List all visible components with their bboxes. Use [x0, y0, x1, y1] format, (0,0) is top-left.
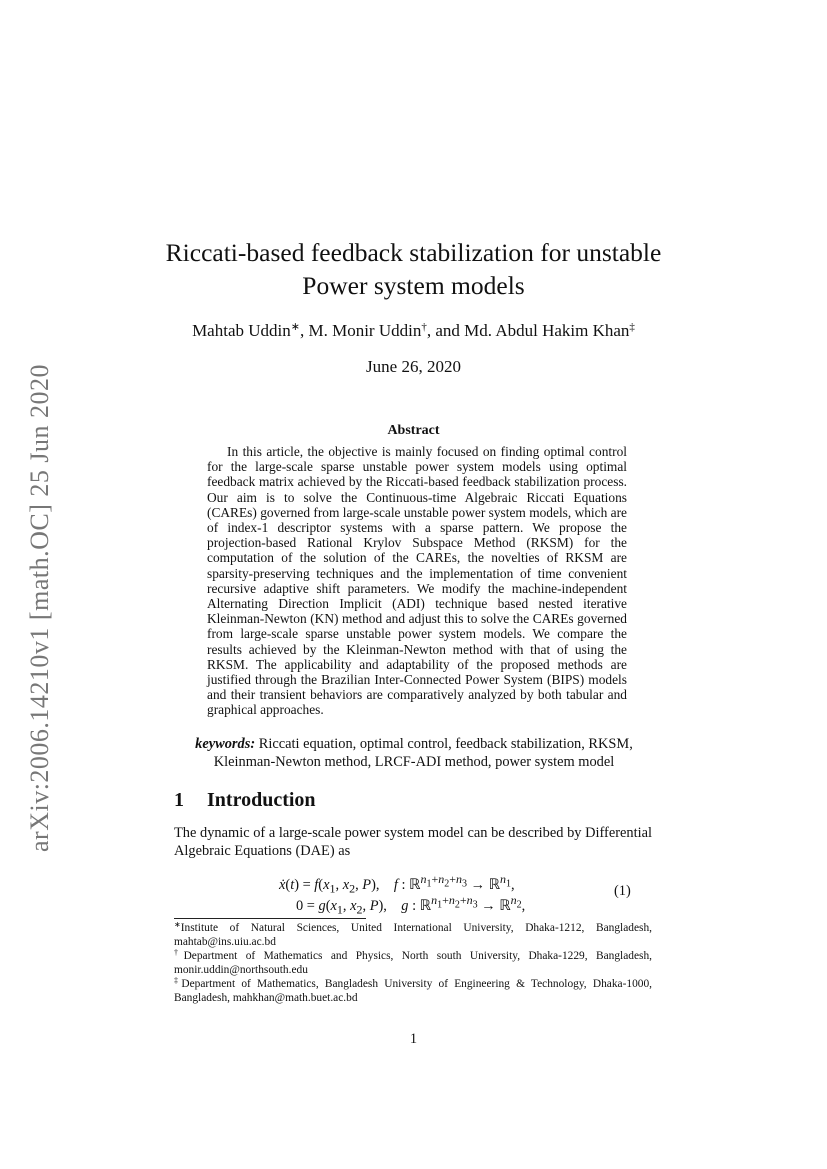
footnote-text: Institute of Natural Sciences, United International University, Dhaka-1212, Bangladesh, mahtab@ins.uiu.ac.bd — [174, 922, 652, 948]
page-number: 1 — [409, 1031, 418, 1047]
footnote-mark: ∗ — [290, 321, 300, 333]
author-name: M. Monir Uddin — [308, 321, 422, 340]
intro-paragraph: The dynamic of a large-scale power system model can be described by Differential Algebraic Equations (DAE) as — [174, 825, 652, 859]
footnote-mark: † — [174, 948, 184, 958]
footnote-mark: † — [421, 321, 427, 333]
keywords-label: keywords: — [195, 736, 256, 752]
equation-number: (1) — [614, 883, 631, 899]
publication-date: June 26, 2020 — [366, 357, 461, 376]
footnote — [174, 922, 652, 949]
author-name: Mahtab Uddin — [192, 321, 291, 340]
footnotes — [174, 922, 652, 1007]
author-connector: and — [435, 321, 460, 340]
author-list: Mahtab Uddin∗, M. Monir Uddin†, and Md. Abdul Hakim Khan‡ — [192, 321, 635, 340]
footnote-mark: ‡ — [629, 321, 635, 333]
footnote — [174, 950, 652, 977]
keywords-block — [175, 735, 653, 771]
equation-line-2: $0 = g(x_1$, $x_2$, P), g : ℝ$^{n_1+n_2+n_3}$ → ℝ$^{n_2}$, — [296, 893, 526, 917]
keywords-text: Riccati equation, optimal control, feedback stabilization, RKSM, Kleinman-Newton method, LRCF-ADI method, power system model — [213, 736, 633, 770]
arxiv-identifier-stamp: arXiv:2006.14210v1 [math.OC] 25 Jun 2020 — [25, 364, 54, 852]
footnote-mark: ∗ — [174, 920, 181, 929]
footnote-mark: ‡ — [174, 976, 182, 986]
section-heading — [174, 789, 316, 812]
section-title: Introduction — [207, 789, 316, 811]
title-line-1: Riccati-based feedback stabilization for unstable — [165, 238, 662, 267]
abstract-body: In this article, the objective is mainly focused on finding optimal control for the large-scale sparse unstable power system models using optimal feedback matrix achieved by the Riccati-based feedback stabilization process. Our aim is to solve the Continuous-time Algebraic Riccati Equations (CAREs) governed from large-scale unstable power system models, which are of index-1 descriptor systems with a sparse pattern. We propose the projection-based Rational Krylov Subspace Method (RKSM) for the computation of the solution of the CAREs, the novelties of RKSM are sparsity-preserving techniques and the implementation of time convenient recursive adaptive shift parameters. We modify the machine-independent Alternating Direction Implicit (ADI) technique based nested iterative Kleinman-Newton (KN) method and adjust this to solve the CAREs governed from large-scale sparse unstable power system models. We compare the results achieved by the Kleinman-Newton method with that of using the RKSM. The applicability and adaptability of the proposed methods are justified through the Brazilian Inter-Connected Power System (BIPS) models and their transient behaviors are comparatively analyzed by both tabular and graphical approaches. — [207, 444, 627, 718]
author-name: Md. Abdul Hakim Khan — [464, 321, 630, 340]
footnote-divider — [174, 918, 366, 919]
title-line-2: Power system models — [302, 271, 525, 300]
footnote-text: Department of Mathematics and Physics, North south University, Dhaka-1229, Bangladesh, monir.uddin@northsouth.edu — [174, 950, 652, 976]
paper-title — [140, 236, 687, 302]
abstract-heading: Abstract — [387, 423, 440, 438]
equation-line-1: ẋ(t) = $f(x_1$, $x_2$, P), f : ℝ$^{n_1+n_2+n_3}$ → ℝ$^{n_1}$, — [279, 872, 515, 896]
footnote-text: Department of Mathematics, Bangladesh University of Engineering & Technology, Dhaka-1000, Bangladesh, mahkhan@math.buet.ac.bd — [174, 978, 652, 1004]
section-number: 1 — [174, 789, 184, 811]
footnote — [174, 978, 652, 1005]
